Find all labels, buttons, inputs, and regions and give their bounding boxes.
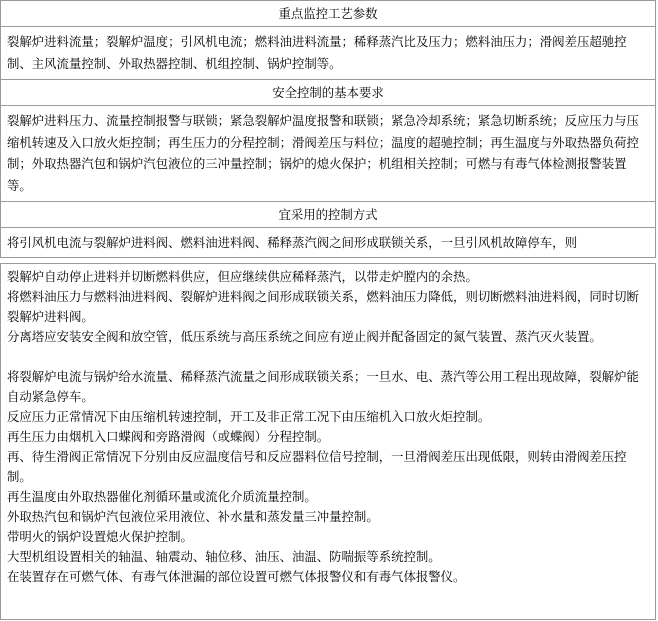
list-item: 在装置存在可燃气体、有毒气体泄漏的部位设置可燃气体报警仪和有毒气体报警仪。 xyxy=(7,569,466,584)
table-control-methods-continued xyxy=(0,263,656,620)
list-item: 再生温度由外取热器催化剂循环量或流化介质流量控制。 xyxy=(7,489,317,504)
section-header-safety-requirements: 安全控制的基本要求 xyxy=(1,80,655,106)
list-item: 大型机组设置相关的轴温、轴震动、轴位移、油压、油温、防喘振等系统控制。 xyxy=(7,549,441,564)
list-item: 再、待生滑阀正常情况下分别由反应温度信号和反应器料位信号控制，一旦滑阀差压出现低限，则转由滑阀差压控制。 xyxy=(7,449,627,484)
list-item: 再生压力由烟机入口蝶阀和旁路滑阀（或蝶阀）分程控制。 xyxy=(7,429,330,444)
section-body-control-methods: 将引风机电流与裂解炉进料阀、燃料油进料阀、稀释蒸汽阀之间形成联锁关系，一旦引风机故障停车，则 xyxy=(7,235,577,250)
list-item: 将燃料油压力与燃料油进料阀、裂解炉进料阀之间形成联锁关系，燃料油压力降低，则切断燃料油进料阀，同时切断裂解炉进料阀。 xyxy=(7,289,639,324)
section-header-control-methods: 宜采用的控制方式 xyxy=(1,202,655,228)
section-body-key-params: 裂解炉进料流量；裂解炉温度；引风机电流；燃料油进料流量；稀释蒸汽比及压力；燃料油压力；滑阀差压超驰控制、主风流量控制、外取热器控制、机组控制、锅炉控制等。 xyxy=(1,27,655,80)
section-body-safety-requirements: 裂解炉进料压力、流量控制报警与联锁；紧急裂解炉温度报警和联锁；紧急冷却系统；紧急切断系统；反应压力与压缩机转速及入口放火炬控制；再生压力的分程控制；滑阀差压与料位；温度的超驰控制；再生温度与外取热器负荷控制；外取热器汽包和锅炉汽包液位的三冲量控制；锅炉的熄火保护；机组相关控制；可燃与有毒气体检测报警装置等。 xyxy=(1,106,655,202)
list-item: 裂解炉自动停止进料并切断燃料供应，但应继续供应稀释蒸汽，以带走炉膛内的余热。 xyxy=(7,269,478,284)
section-header-key-params: 重点监控工艺参数 xyxy=(1,1,655,27)
list-item: 带明火的锅炉设置熄火保护控制。 xyxy=(7,529,193,544)
control-methods-list xyxy=(1,264,655,621)
list-item: 将裂解炉电流与锅炉给水流量、稀释蒸汽流量之间形成联锁关系；一旦水、电、蒸汽等公用工程出现故障，裂解炉能自动紧急停车。 xyxy=(7,369,639,404)
list-item: 外取热汽包和锅炉汽包液位采用液位、补水量和蒸发量三冲量控制。 xyxy=(7,509,379,524)
table-key-params xyxy=(0,0,656,258)
list-item: 分离塔应安装安全阀和放空管，低压系统与高压系统之间应有逆止阀并配备固定的氮气装置、蒸汽灭火装置。 xyxy=(7,329,602,344)
list-item: 反应压力正常情况下由压缩机转速控制，开工及非正常工况下由压缩机入口放火炬控制。 xyxy=(7,409,491,424)
